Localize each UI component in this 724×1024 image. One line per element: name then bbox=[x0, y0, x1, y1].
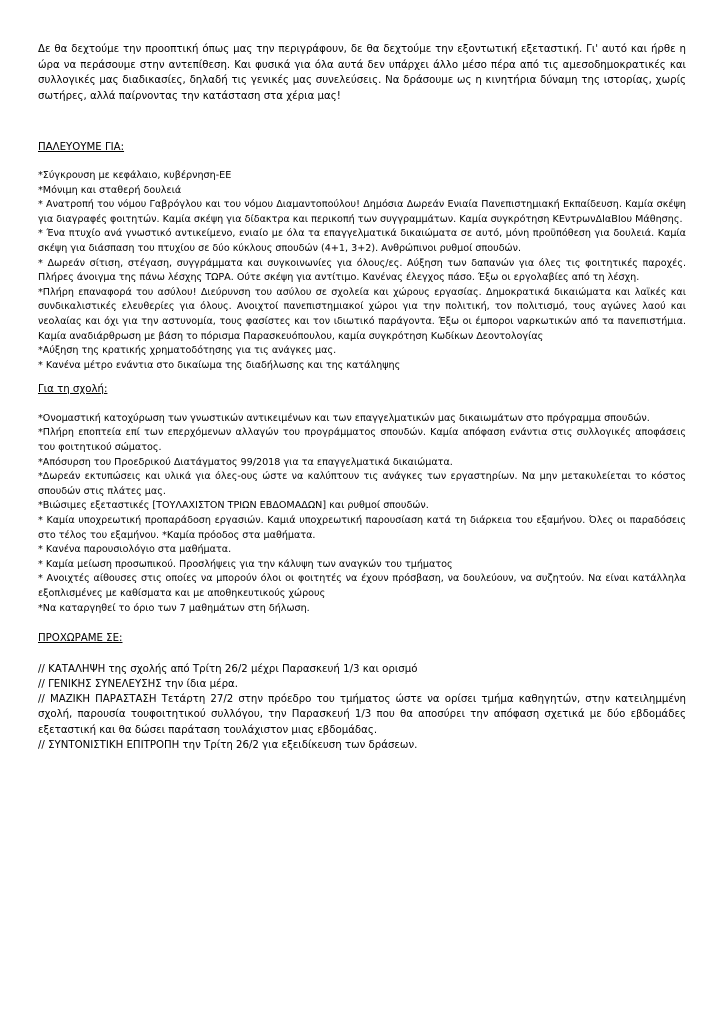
demand-item: *Μόνιμη και σταθερή δουλειά bbox=[38, 184, 182, 196]
intro-paragraph: Δε θα δεχτούμε την προοπτική όπως μας την περιγράφουν, δε θα δεχτούμε την εξοντωτική εξεταστική. Γι' αυτό και ήρθε η ώρα να περάσουμε στην αντεπίθεση. Και φυσικά για όλα αυτά δεν υπάρχει άλλο μέσο πέρα από τις αμεσοδημοκρατικές και συλλογικές μας διαδικασίες, δηλαδή τις γενικές μας συνελεύσεις. Να δράσουμε ως η κινητήρια δύναμη της ιστορίας, χωρίς σωτήρες, αλλά παίρνοντας την κατάσταση στα χέρια μας! bbox=[38, 44, 686, 102]
school-demand-item: *Ονομαστική κατοχύρωση των γνωστικών αντικειμένων και των επαγγελματικών μας δικαιωμάτων στο πρόγραμμα σπουδών. bbox=[38, 412, 650, 424]
demand-item: *Αύξηση της κρατικής χρηματοδότησης για τις ανάγκες μας. bbox=[38, 345, 337, 357]
school-demands-list bbox=[38, 412, 686, 616]
section-heading-school: Για τη σχολή: bbox=[38, 384, 108, 396]
demand-item: * Κανένα μέτρο ενάντια στο δικαίωμα της διαδήλωσης και της κατάληψης bbox=[38, 359, 401, 371]
school-demand-item: *Να καταργηθεί το όριο των 7 μαθημάτων στη δήλωση. bbox=[38, 602, 310, 614]
demands-list bbox=[38, 169, 686, 373]
action-item: // ΣΥΝΤΟΝΙΣΤΙΚΗ ΕΠΙΤΡΟΠΗ την Τρίτη 26/2 για εξειδίκευση των δράσεων. bbox=[38, 739, 418, 751]
demand-item: * Δωρεάν σίτιση, στέγαση, συγγράμματα και συγκοινωνίες για όλους/ες. Αύξηση των δαπανών για όλες τις φοιτητικές παροχές. Πλήρες άνοιγμα της πάνω λέσχης ΤΩΡΑ. Ούτε σκέψη για αντίτιμο. Κανένας έλεγχος πάσο. Έξω οι εργολαβίες από τη λέσχη. bbox=[38, 257, 686, 284]
action-item: // ΜΑΖΙΚΗ ΠΑΡΑΣΤΑΣΗ Τετάρτη 27/2 στην πρόεδρο του τμήματος ώστε να ορίσει τμήμα καθηγητών, στην κατειλημμένη σχολή, παρουσία τουφοιτητικού συλλόγου, την Παρασκευή 1/3 που θα αποσύρει την απόφαση σχετικά με δύο εβδομάδες εξεταστική και θα δώσει παράταση τουλάχιστον μιας εβδομάδας. bbox=[38, 694, 686, 736]
document-page bbox=[38, 42, 686, 753]
demand-item: * Ένα πτυχίο ανά γνωστικό αντικείμενο, ενιαίο με όλα τα επαγγελματικά δικαιώματα σε αυτό, μόνη προϋπόθεση για δουλειά. Καμία σκέψη για διάσπαση του πτυχίου σε δύο κύκλους σπουδών (4+1, 3+2). Ανθρώπινοι ρυθμοί σπουδών. bbox=[38, 228, 686, 254]
school-demand-item: *Απόσυρση του Προεδρικού Διατάγματος 99/2018 για τα επαγγελματικά δικαιώματα. bbox=[38, 456, 453, 468]
school-demand-item: *Βιώσιμες εξεταστικές [ΤΟΥΛΑΧΙΣΤΟΝ ΤΡΙΩΝ ΕΒΔΟΜΑΔΩΝ] και ρυθμοί σπουδών. bbox=[38, 500, 429, 512]
demand-item: *Σύγκρουση με κεφάλαιο, κυβέρνηση-ΕΕ bbox=[38, 169, 232, 181]
demand-item: *Πλήρη επαναφορά του ασύλου! Διεύρυνση του ασύλου σε σχολεία και χώρους εργασίας. Δημοκρατικά δικαιώματα και λαϊκές και συνδικαλιστικές ελευθερίες για όλους. Ανοιχτοί πανεπιστημιακοί χώροι για την πολιτική, τον πολιτισμό, τους αγώνες λαού και νεολαίας και όχι για την αστυνομία, τους φασίστες και τον ιδιωτικό παράγοντα. Έξω οι έμποροι ναρκωτικών από τα πανεπιστήμια. Καμία αναδιάρθρωση με βάση το πόρισμα Παρασκευόπουλου, καμία συγκρότηση Κωδίκων Δεοντολογίας bbox=[38, 286, 686, 342]
demand-item: * Ανατροπή του νόμου Γαβρόγλου και του νόμου Διαμαντοπούλου! Δημόσια Δωρεάν Ενιαία Πανεπιστημιακή Εκπαίδευση. Καμία σκέψη για διαγραφές φοιτητών. Καμία σκέψη για δίδακτρα και περικοπή των συγγραμμάτων. Καμία συγκρότηση ΚΕντρωνΔΙαΒΙου Μάθησης. bbox=[38, 199, 686, 225]
school-demand-item: * Καμία μείωση προσωπικού. Προσλήψεις για την κάλυψη των αναγκών του τμήματος bbox=[38, 558, 453, 570]
action-item: // ΓΕΝΙΚΗΣ ΣΥΝΕΛΕΥΣΗΣ την ίδια μέρα. bbox=[38, 678, 238, 690]
school-demand-item: *Πλήρη εποπτεία επί των επερχόμενων αλλαγών του προγράμματος σπουδών. Καμία απόφαση ενάντια στις συλλογικές αποφάσεις του φοιτητικού σώματος. bbox=[38, 427, 686, 454]
action-item: // ΚΑΤΑΛΗΨΗ της σχολής από Τρίτη 26/2 μέχρι Παρασκευή 1/3 και ορισμό bbox=[38, 663, 418, 675]
school-demand-item: * Ανοιχτές αίθουσες στις οποίες να μπορούν όλοι οι φοιτητές να έχουν πρόσβαση, να δουλεύουν, να συζητούν. Να είναι κατάλληλα εξοπλισμένες με καθίσματα και με αποθηκευτικούς χώρους bbox=[38, 573, 686, 599]
school-demand-item: *Δωρεάν εκτυπώσεις και υλικά για όλες-ους ώστε να καλύπτουν τις ανάγκες των εργαστηρίων. Να μην μετακυλείεται το κόστος σπουδών στις πλάτες μας. bbox=[38, 471, 686, 497]
school-demand-item: * Κανένα παρουσιολόγιο στα μαθήματα. bbox=[38, 544, 232, 556]
section-heading-actions: ΠΡΟΧΩΡΑΜΕ ΣΕ: bbox=[38, 633, 123, 645]
section-heading-demands: ΠΑΛΕΥΟΥΜΕ ΓΙΑ: bbox=[38, 142, 125, 154]
actions-list bbox=[38, 662, 686, 753]
school-demand-item: * Καμία υποχρεωτική προπαράδοση εργασιών. Καμιά υποχρεωτική παρουσίαση κατά τη διάρκεια του εξαμήνου. Όλες οι παραδόσεις στο τέλος του εξαμήνου. *Καμία πρόοδος στα μαθήματα. bbox=[38, 515, 686, 541]
